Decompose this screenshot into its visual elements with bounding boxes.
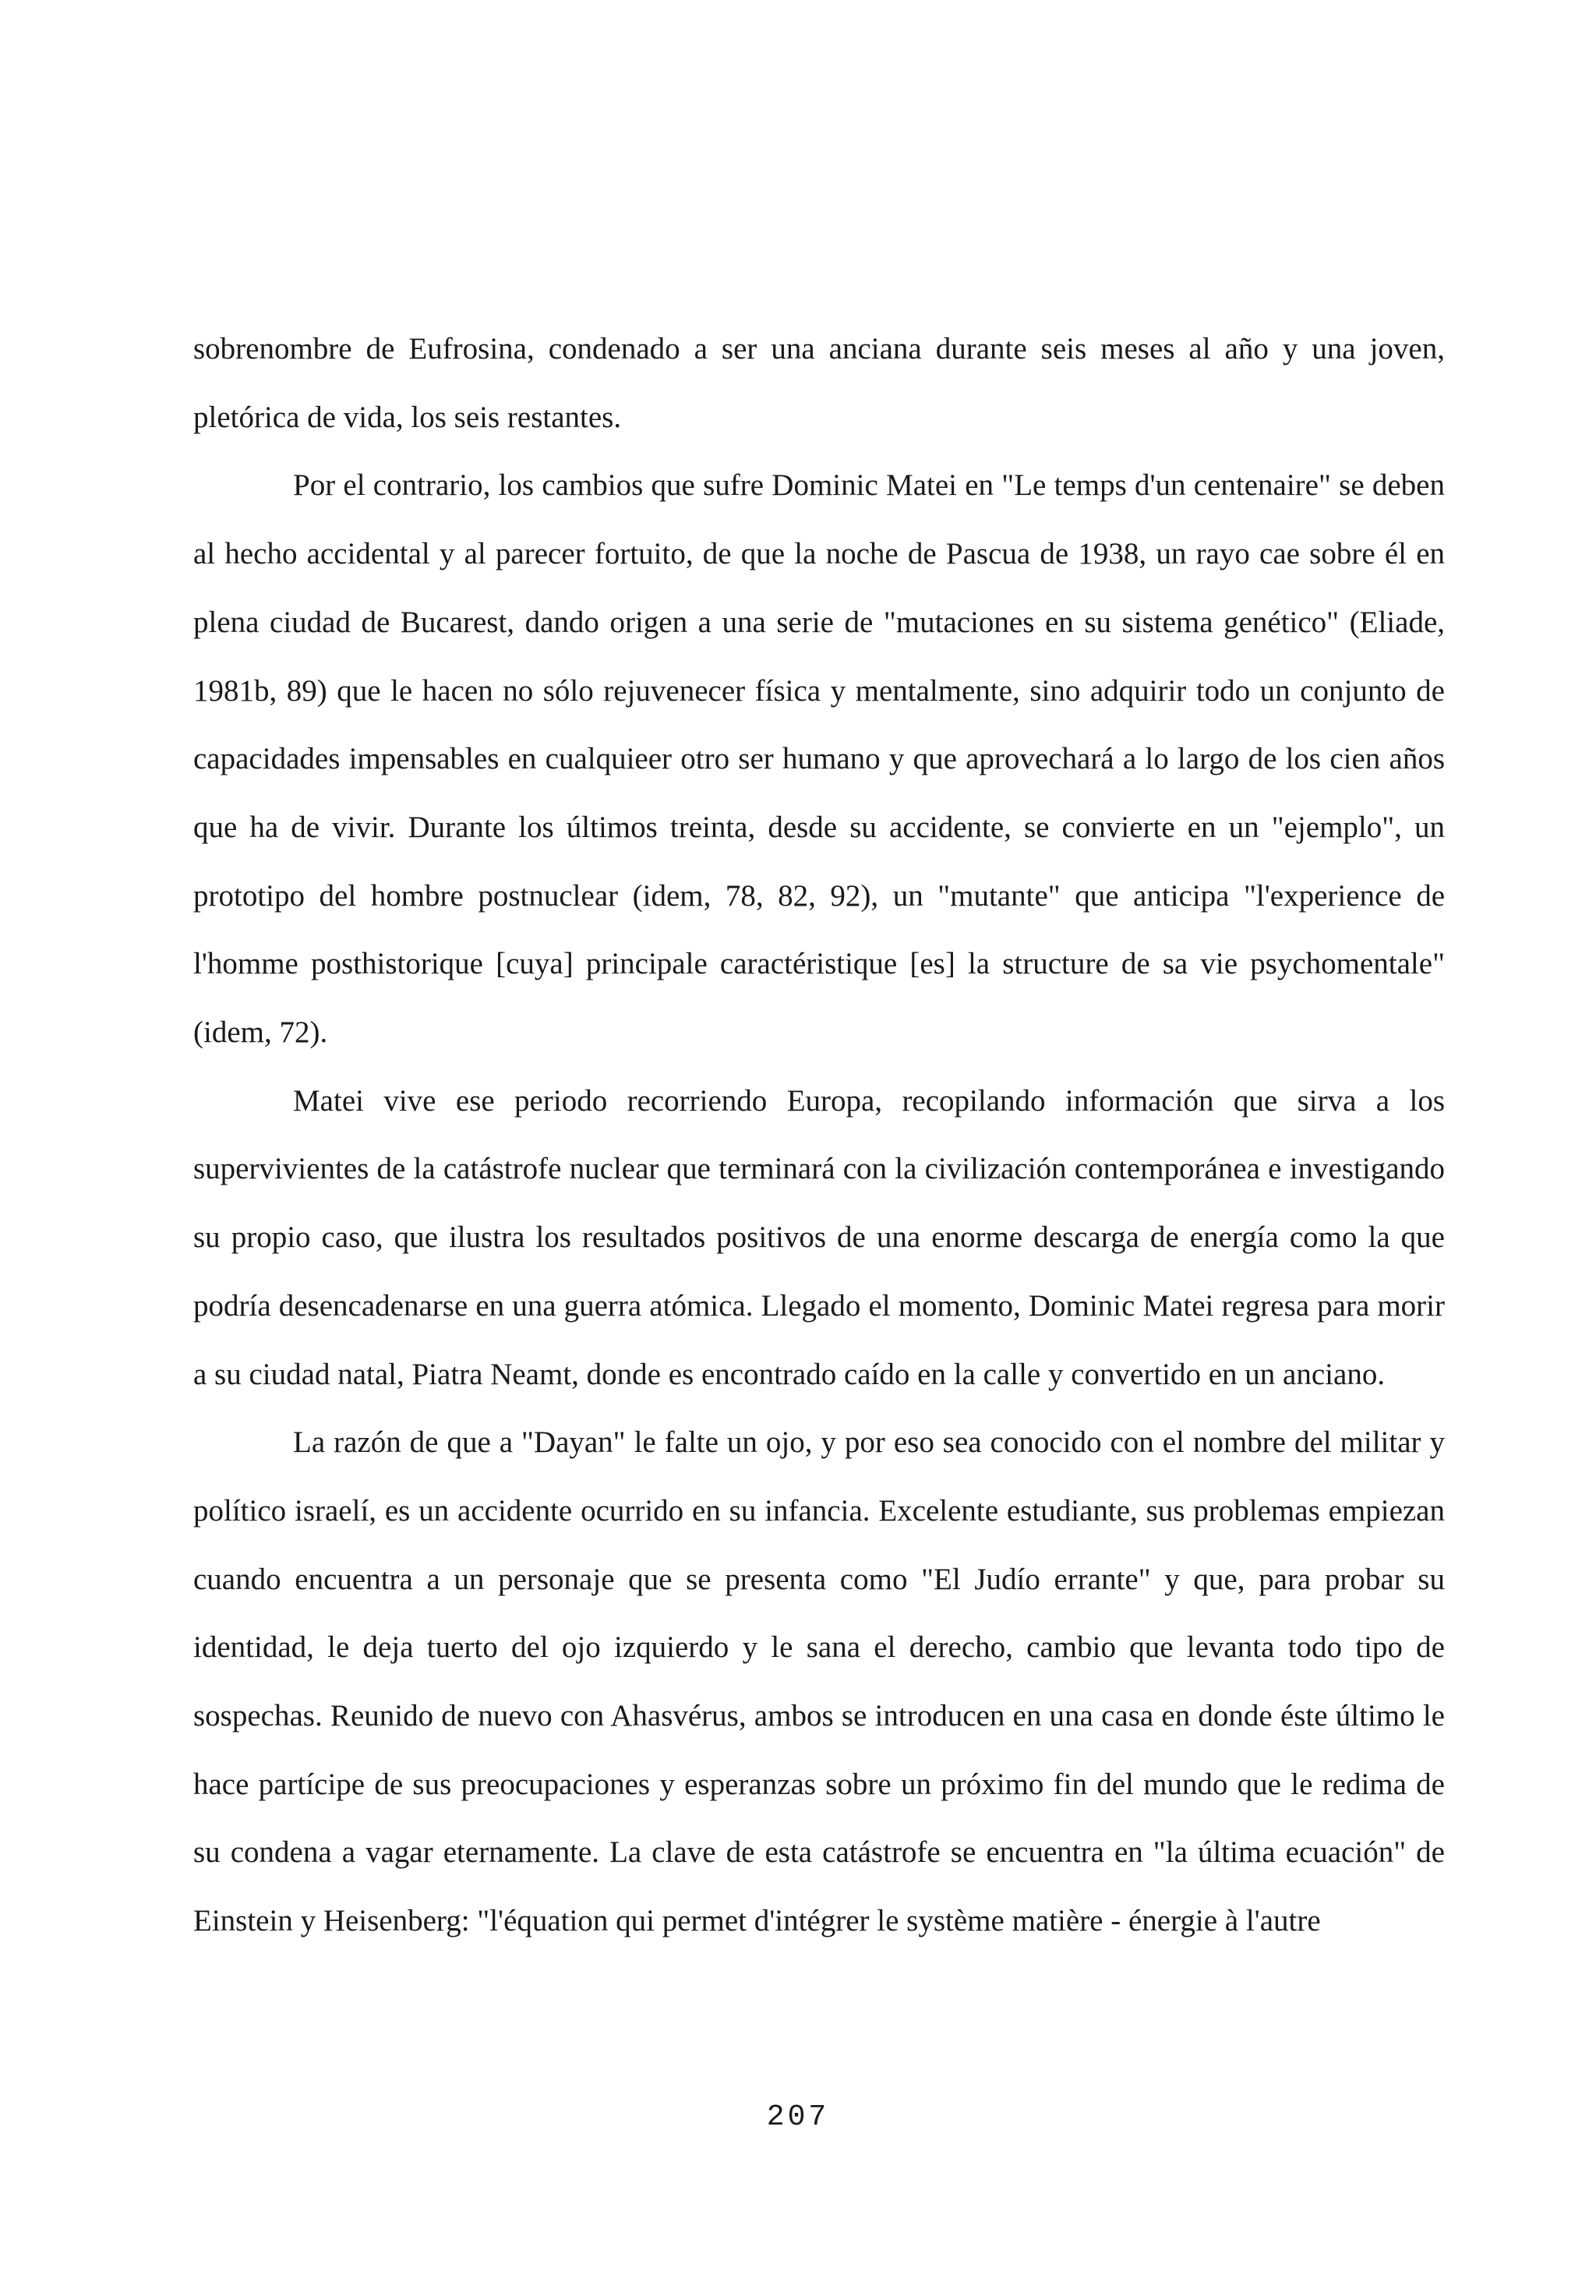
paragraph: Matei vive ese periodo recorriendo Europa, recopilando información que sirva a los supervivientes de la catástrofe nuclear que terminará con la civilización contemporánea e investigando su propio caso, que ilustra los resultados positivos de una enorme descarga de energía como la que podría desencadenarse en una guerra atómica. Llegado el momento, Dominic Matei regresa para morir a su ciudad natal, Piatra Neamt, donde es encontrado caído en la calle y convertido en un anciano.	[193, 1083, 1445, 1391]
paragraph-continuation: sobrenombre de Eufrosina, condenado a ser una anciana durante seis meses al año y una joven, pletórica de vida, los seis restantes.	[193, 332, 1445, 434]
paragraph: Por el contrario, los cambios que sufre Dominic Matei en "Le temps d'un centenaire" se deben al hecho accidental y al parecer fortuito, de que la noche de Pascua de 1938, un rayo cae sobre él en plena ciudad de Bucarest, dando origen a una serie de "mutaciones en su sistema genético" (Eliade, 1981b, 89) que le hacen no sólo rejuvenecer física y mentalmente, sino adquirir todo un conjunto de capacidades impensables en cualquieer otro ser humano y que aprovechará a lo largo de los cien años que ha de vivir. Durante los últimos treinta, desde su accidente, se convierte en un "ejemplo", un prototipo del hombre postnuclear (idem, 78, 82, 92), un "mutante" que anticipa "l'experience de l'homme posthistorique [cuya] principale caractéristique [es] la structure de sa vie psychomentale" (idem, 72).	[193, 468, 1445, 1050]
body-text	[193, 315, 1445, 1955]
page-number: 207	[766, 2100, 830, 2134]
paragraph: La razón de que a "Dayan" le falte un ojo, y por eso sea conocido con el nombre del militar y político israelí, es un accidente ocurrido en su infancia. Excelente estudiante, sus problemas empiezan cuando encuentra a un personaje que se presenta como "El Judío errante" y que, para probar su identidad, le deja tuerto del ojo izquierdo y le sana el derecho, cambio que levanta todo tipo de sospechas. Reunido de nuevo con Ahasvérus, ambos se introducen en una casa en donde éste último le hace partícipe de sus preocupaciones y esperanzas sobre un próximo fin del mundo que le redima de su condena a vagar eternamente. La clave de esta catástrofe se encuentra en "la última ecuación" de Einstein y Heisenberg: "l'équation qui permet d'intégrer le système matière - énergie à l'autre	[193, 1425, 1445, 1938]
